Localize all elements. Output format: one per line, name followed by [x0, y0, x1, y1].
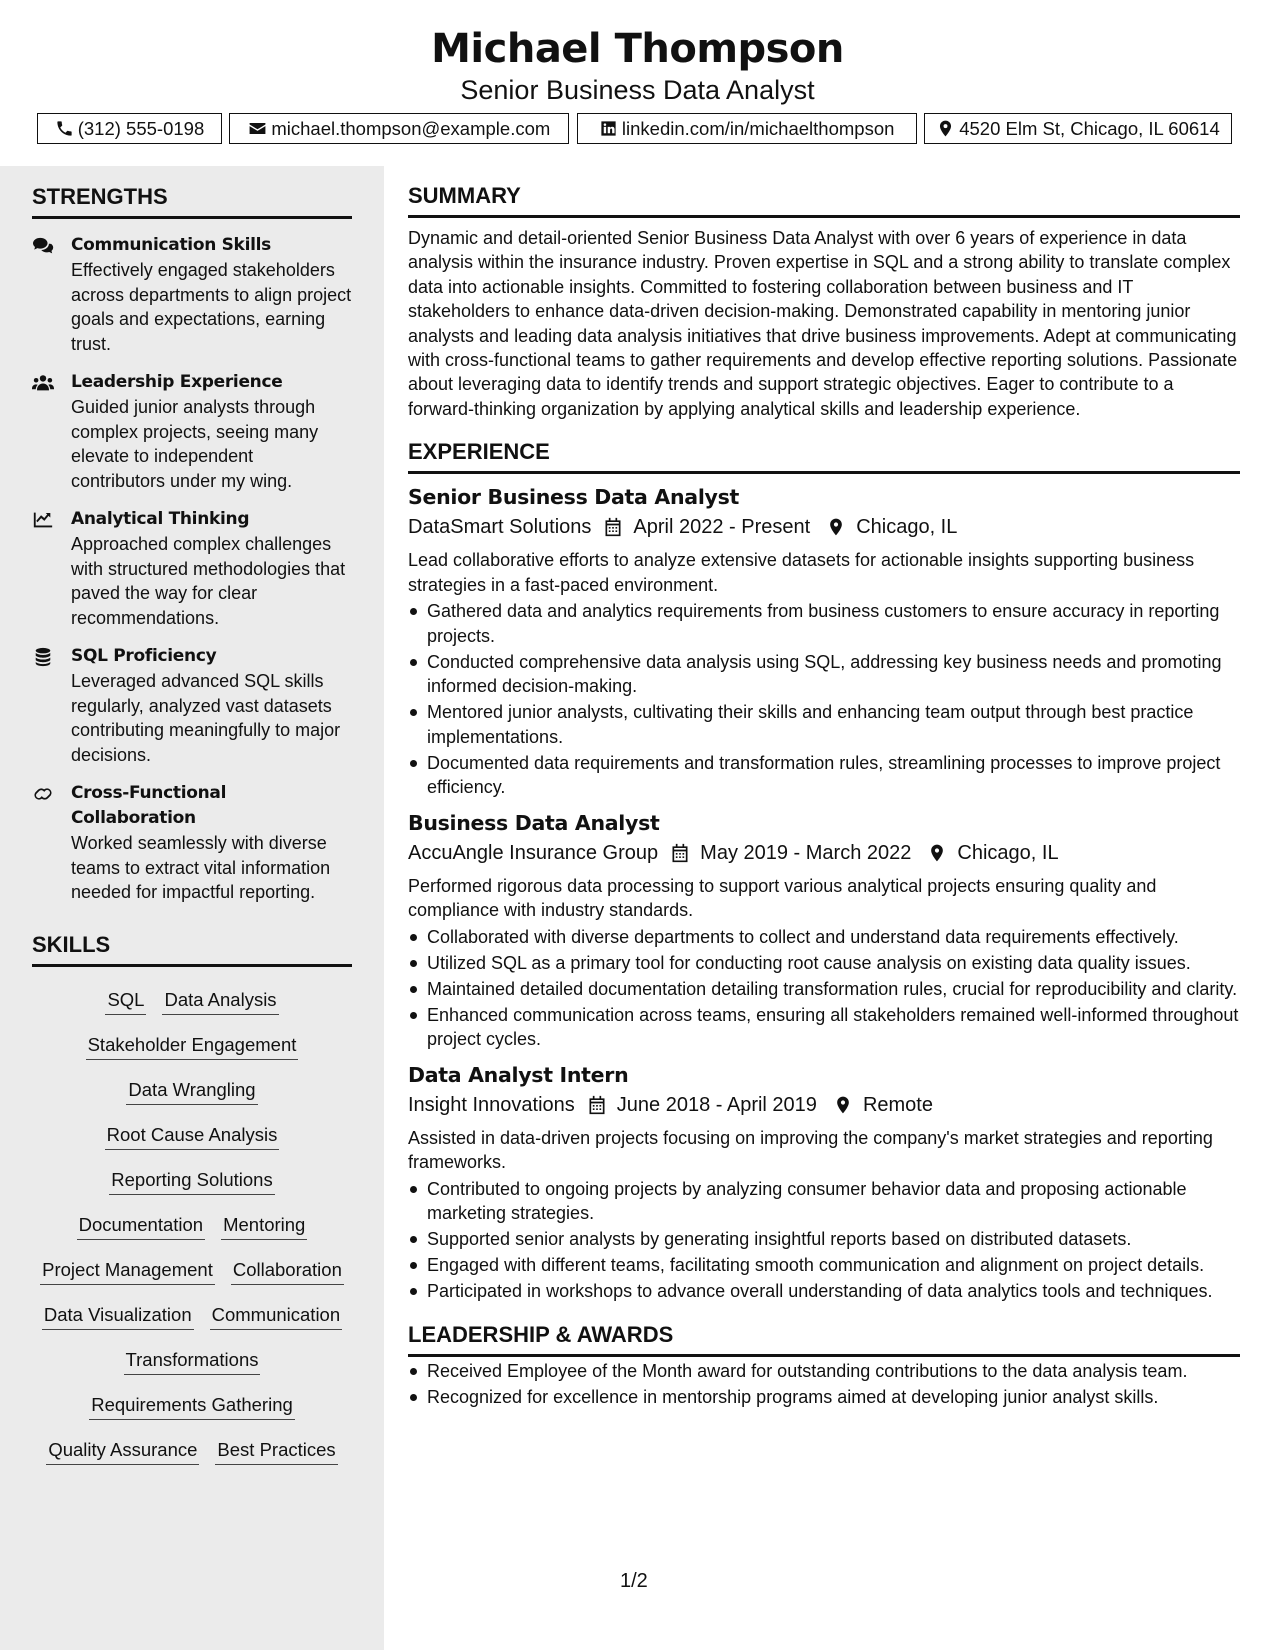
- email-text: michael.thompson@example.com: [271, 117, 551, 139]
- skill-tag: Collaboration: [231, 1257, 344, 1285]
- job-description: Assisted in data-driven projects focusing on improving the company's market strategies and reporting frameworks.: [408, 1127, 1213, 1173]
- job-meta: [408, 512, 1240, 542]
- job-bullet: Utilized SQL as a primary tool for conducting root cause analysis on existing data quality issues.: [408, 951, 1240, 976]
- phone-contact[interactable]: [37, 113, 222, 144]
- strength-desc: Effectively engaged stakeholders across departments to align project goals and expectations, earning trust.: [71, 260, 352, 354]
- strength-item: [32, 370, 352, 493]
- calendar-icon: [603, 517, 623, 537]
- map-pin-icon: [927, 843, 947, 863]
- skill-tag: Documentation: [77, 1212, 205, 1240]
- page-number: 1/2: [620, 1570, 648, 1592]
- job-bullet: Documented data requirements and transformation rules, streamlining processes to improve project efficiency.: [408, 751, 1240, 800]
- strength-item: [32, 507, 352, 630]
- job-bullet: Participated in workshops to advance overall understanding of data analytics tools and techniques.: [408, 1279, 1240, 1304]
- job-bullet: Mentored junior analysts, cultivating their skills and enhancing team output through best practice implementations.: [408, 700, 1240, 749]
- map-pin-icon: [936, 119, 955, 138]
- strength-desc: Guided junior analysts through complex projects, seeing many elevate to independent contributors under my wing.: [71, 397, 319, 491]
- phone-text: (312) 555-0198: [77, 117, 205, 139]
- linkedin-icon: [599, 119, 618, 138]
- skill-tag: SQL: [105, 987, 146, 1015]
- skill-tag: Data Visualization: [42, 1302, 194, 1330]
- job-company: AccuAngle Insurance Group: [408, 841, 659, 864]
- users-icon: [32, 373, 54, 393]
- candidate-name: Michael Thompson: [431, 26, 844, 72]
- strength-item: [32, 644, 352, 767]
- strength-desc: Approached complex challenges with structured methodologies that paved the way for clear recommendations.: [71, 534, 346, 628]
- job-location: Remote: [862, 1093, 933, 1116]
- calendar-icon: [670, 843, 690, 863]
- database-icon: [32, 647, 54, 667]
- strength-desc: Leveraged advanced SQL skills regularly, analyzed vast datasets contributing meaningfully to major decisions.: [71, 671, 341, 765]
- contact-bar: [37, 113, 1232, 144]
- job-description: Performed rigorous data processing to support various analytical projects ensuring quality and compliance with industry standards.: [408, 875, 1157, 921]
- job-dates: April 2022 - Present: [633, 516, 811, 539]
- strength-title: SQL Proficiency: [71, 646, 217, 666]
- skill-tag: Project Management: [40, 1257, 215, 1285]
- job-bullets: [408, 1177, 1240, 1304]
- skill-tag: Stakeholder Engagement: [86, 1032, 299, 1060]
- job-company: Insight Innovations: [408, 1093, 575, 1116]
- map-pin-icon: [826, 517, 846, 537]
- job-bullet: Contributed to ongoing projects by analyzing consumer behavior data and proposing actionable marketing strategies.: [408, 1177, 1240, 1226]
- job-title: Data Analyst Intern: [408, 1062, 629, 1087]
- job-description: Lead collaborative efforts to analyze extensive datasets for actionable insights supporting business strategies in a fast-paced environment.: [408, 550, 1195, 595]
- job-title: Senior Business Data Analyst: [408, 485, 740, 510]
- email-contact[interactable]: [229, 113, 569, 144]
- job-entry: [408, 1060, 1240, 1304]
- summary-heading: SUMMARY: [408, 181, 1240, 218]
- skills-heading: SKILLS: [32, 930, 352, 967]
- job-dates: June 2018 - April 2019: [616, 1093, 817, 1116]
- skill-tag: Best Practices: [215, 1437, 337, 1465]
- skill-tag: Reporting Solutions: [109, 1167, 274, 1195]
- job-bullet: Supported senior analysts by generating insightful reports based on distributed datasets.: [408, 1227, 1240, 1252]
- link-icon: [32, 784, 54, 804]
- strength-desc: Worked seamlessly with diverse teams to extract vital information needed for impactful reporting.: [71, 833, 331, 902]
- job-bullets: [408, 599, 1240, 800]
- awards-list: [408, 1359, 1240, 1410]
- strength-title: Leadership Experience: [71, 372, 283, 392]
- skill-tag: Mentoring: [221, 1212, 307, 1240]
- award-item: Received Employee of the Month award for outstanding contributions to the data analysis team.: [408, 1359, 1240, 1384]
- strength-item: [32, 233, 352, 356]
- strength-title: Communication Skills: [71, 235, 271, 255]
- job-dates: May 2019 - March 2022: [700, 841, 912, 864]
- skill-tag: Root Cause Analysis: [105, 1122, 280, 1150]
- job-bullet: Maintained detailed documentation detailing transformation rules, crucial for reproducibility and clarity.: [408, 977, 1240, 1002]
- strength-item: [32, 781, 352, 905]
- job-title: Business Data Analyst: [408, 810, 660, 835]
- job-location: Chicago, IL: [957, 841, 1059, 864]
- job-company: DataSmart Solutions: [408, 516, 592, 539]
- skill-tag: Quality Assurance: [46, 1437, 199, 1465]
- phone-icon: [55, 119, 74, 138]
- job-meta: [408, 838, 1240, 868]
- job-bullets: [408, 925, 1240, 1052]
- job-location: Chicago, IL: [856, 516, 958, 539]
- skills-list: [32, 979, 352, 1474]
- job-entry: [408, 482, 1240, 800]
- job-entry: [408, 808, 1240, 1052]
- strength-title: Cross-Functional Collaboration: [71, 783, 227, 828]
- summary-text: Dynamic and detail-oriented Senior Business Data Analyst with over 6 years of experience in data analysis within the insurance industry. Proven expertise in SQL and a strong ability to translate complex data into actionable insights. Committed to fostering collaboration between business and IT stakeholders to enhance data-driven decision-making. Demonstrated capability in mentoring junior analysts and leading data analysis initiatives that drive business improvements. Adept at communicating with cross-functional teams to gather requirements and develop effective reporting solutions. Passionate about leveraging data to identify trends and support strategic objectives. Eager to contribute to a forward-thinking organization by applying analytical skills and leadership experience.: [408, 228, 1238, 419]
- strength-title: Analytical Thinking: [71, 509, 250, 529]
- skill-tag: Transformations: [124, 1347, 261, 1375]
- map-pin-icon: [833, 1095, 853, 1115]
- job-meta: [408, 1090, 1240, 1120]
- job-bullet: Collaborated with diverse departments to collect and understand data requirements effectively.: [408, 925, 1240, 950]
- skill-tag: Data Analysis: [162, 987, 278, 1015]
- address-text: 4520 Elm St, Chicago, IL 60614: [959, 117, 1220, 139]
- awards-heading: LEADERSHIP & AWARDS: [408, 1320, 1240, 1357]
- main-content: [408, 166, 1240, 1411]
- skill-tag: Data Wrangling: [126, 1077, 257, 1105]
- skill-tag: Requirements Gathering: [89, 1392, 295, 1420]
- envelope-icon: [248, 119, 267, 138]
- linkedin-text: linkedin.com/in/michaelthompson: [621, 117, 895, 139]
- job-bullet: Engaged with different teams, facilitating smooth communication and alignment on project details.: [408, 1253, 1240, 1278]
- address-contact: [924, 113, 1232, 144]
- resume-header: [0, 0, 1275, 166]
- sidebar: [0, 166, 384, 1650]
- comments-icon: [32, 236, 54, 256]
- calendar-icon: [587, 1095, 607, 1115]
- job-bullet: Enhanced communication across teams, ensuring all stakeholders remained well-informed throughout project cycles.: [408, 1003, 1240, 1052]
- job-bullet: Conducted comprehensive data analysis using SQL, addressing key business needs and promoting informed decision-making.: [408, 650, 1240, 699]
- award-item: Recognized for excellence in mentorship programs aimed at developing junior analyst skills.: [408, 1385, 1240, 1410]
- strengths-heading: STRENGTHS: [32, 182, 352, 219]
- linkedin-contact[interactable]: [577, 113, 917, 144]
- candidate-role: Senior Business Data Analyst: [460, 75, 815, 105]
- chart-line-icon: [32, 510, 54, 530]
- job-bullet: Gathered data and analytics requirements from business customers to ensure accuracy in reporting projects.: [408, 599, 1240, 648]
- experience-heading: EXPERIENCE: [408, 437, 1240, 474]
- skill-tag: Communication: [210, 1302, 343, 1330]
